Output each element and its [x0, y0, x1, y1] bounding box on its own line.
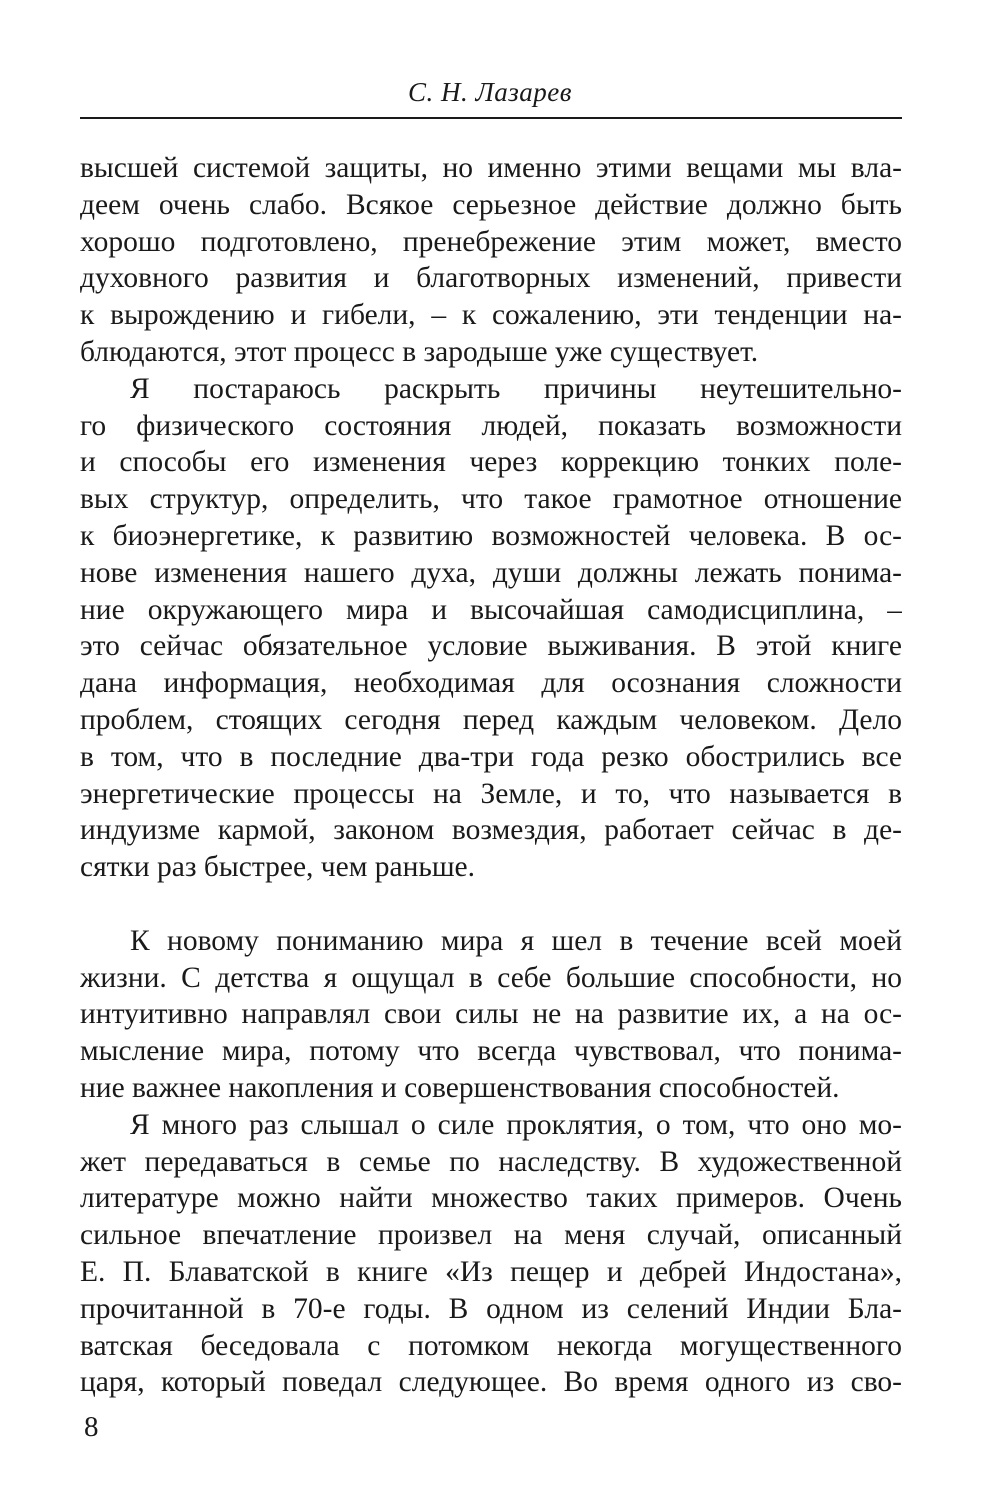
- body-text: [80, 150, 902, 1401]
- page-number: 8: [84, 1411, 99, 1443]
- text-line: нове изменения нашего духа, души должны лежать понима-: [80, 556, 902, 589]
- text-line: индуизме кармой, законом возмездия, работает сейчас в де-: [80, 814, 902, 847]
- text-line: Я много раз слышал о силе проклятия, о том, что оно мо-: [130, 1108, 902, 1141]
- text-line: это сейчас обязательное условие выживания. В этой книге: [80, 630, 902, 663]
- text-line: вых структур, определить, что такое грамотное отношение: [80, 483, 902, 516]
- text-line: Я постараюсь раскрыть причины неутешительно-: [130, 372, 902, 405]
- paragraph-3: [80, 923, 902, 1107]
- text-line: прочитанной в 70-е годы. В одном из селений Индии Бла-: [80, 1292, 902, 1325]
- text-line: духовного развития и благотворных изменений, привести: [80, 262, 902, 295]
- section-break: [80, 886, 902, 923]
- header-rule: [80, 117, 902, 119]
- text-line: го физического состояния людей, показать возможности: [80, 409, 902, 442]
- text-line: дана информация, необходимая для осознания сложности: [80, 667, 902, 700]
- text-line: жет передаваться в семье по наследству. В художественной: [80, 1145, 902, 1178]
- paragraph-2: [80, 371, 902, 886]
- text-line: Е. П. Блаватской в книге «Из пещер и дебрей Индостана»,: [80, 1255, 902, 1288]
- text-line: к биоэнергетике, к развитию возможностей человека. В ос-: [80, 519, 902, 552]
- text-line: высшей системой защиты, но именно этими вещами мы вла-: [80, 152, 902, 184]
- text-line: к вырождению и гибели, – к сожалению, эти тенденции на-: [80, 299, 902, 332]
- text-line: энергетические процессы на Земле, и то, что называется в: [80, 777, 902, 810]
- text-line: хорошо подготовлено, пренебрежение этим может, вместо: [80, 225, 902, 258]
- text-line: ние важнее накопления и совершенствования способностей.: [80, 1071, 840, 1104]
- text-line: сильное впечатление произвел на меня случай, описанный: [80, 1219, 902, 1252]
- text-line: блюдаются, этот процесс в зародыше уже существует.: [80, 335, 759, 368]
- text-line: и способы его изменения через коррекцию тонких поле-: [80, 446, 902, 479]
- paragraph-4: [80, 1107, 902, 1401]
- text-line: литературе можно найти множество таких примеров. Очень: [80, 1182, 902, 1215]
- text-line: жизни. С детства я ощущал в себе большие способности, но: [80, 961, 902, 994]
- text-line: интуитивно направлял свои силы не на развитие их, а на ос-: [80, 998, 902, 1031]
- text-line: ватская беседовала с потомком некогда могущественного: [80, 1329, 902, 1362]
- text-line: ние окружающего мира и высочайшая самодисциплина, –: [80, 593, 902, 626]
- paragraph-1: [80, 150, 902, 371]
- text-line: мысление мира, потому что всегда чувствовал, что понима-: [80, 1035, 902, 1068]
- running-head-author: С. Н. Лазарев: [407, 77, 573, 107]
- text-line: деем очень слабо. Всякое серьезное действие должно быть: [80, 188, 902, 221]
- text-line: в том, что в последние два-три года резко обострились все: [80, 740, 902, 773]
- text-line: сятки раз быстрее, чем раньше.: [80, 851, 476, 884]
- text-line: царя, который поведал следующее. Во время одного из сво-: [80, 1366, 902, 1399]
- text-line: проблем, стоящих сегодня перед каждым человеком. Дело: [80, 703, 902, 736]
- text-line: К новому пониманию мира я шел в течение всей моей: [130, 924, 902, 957]
